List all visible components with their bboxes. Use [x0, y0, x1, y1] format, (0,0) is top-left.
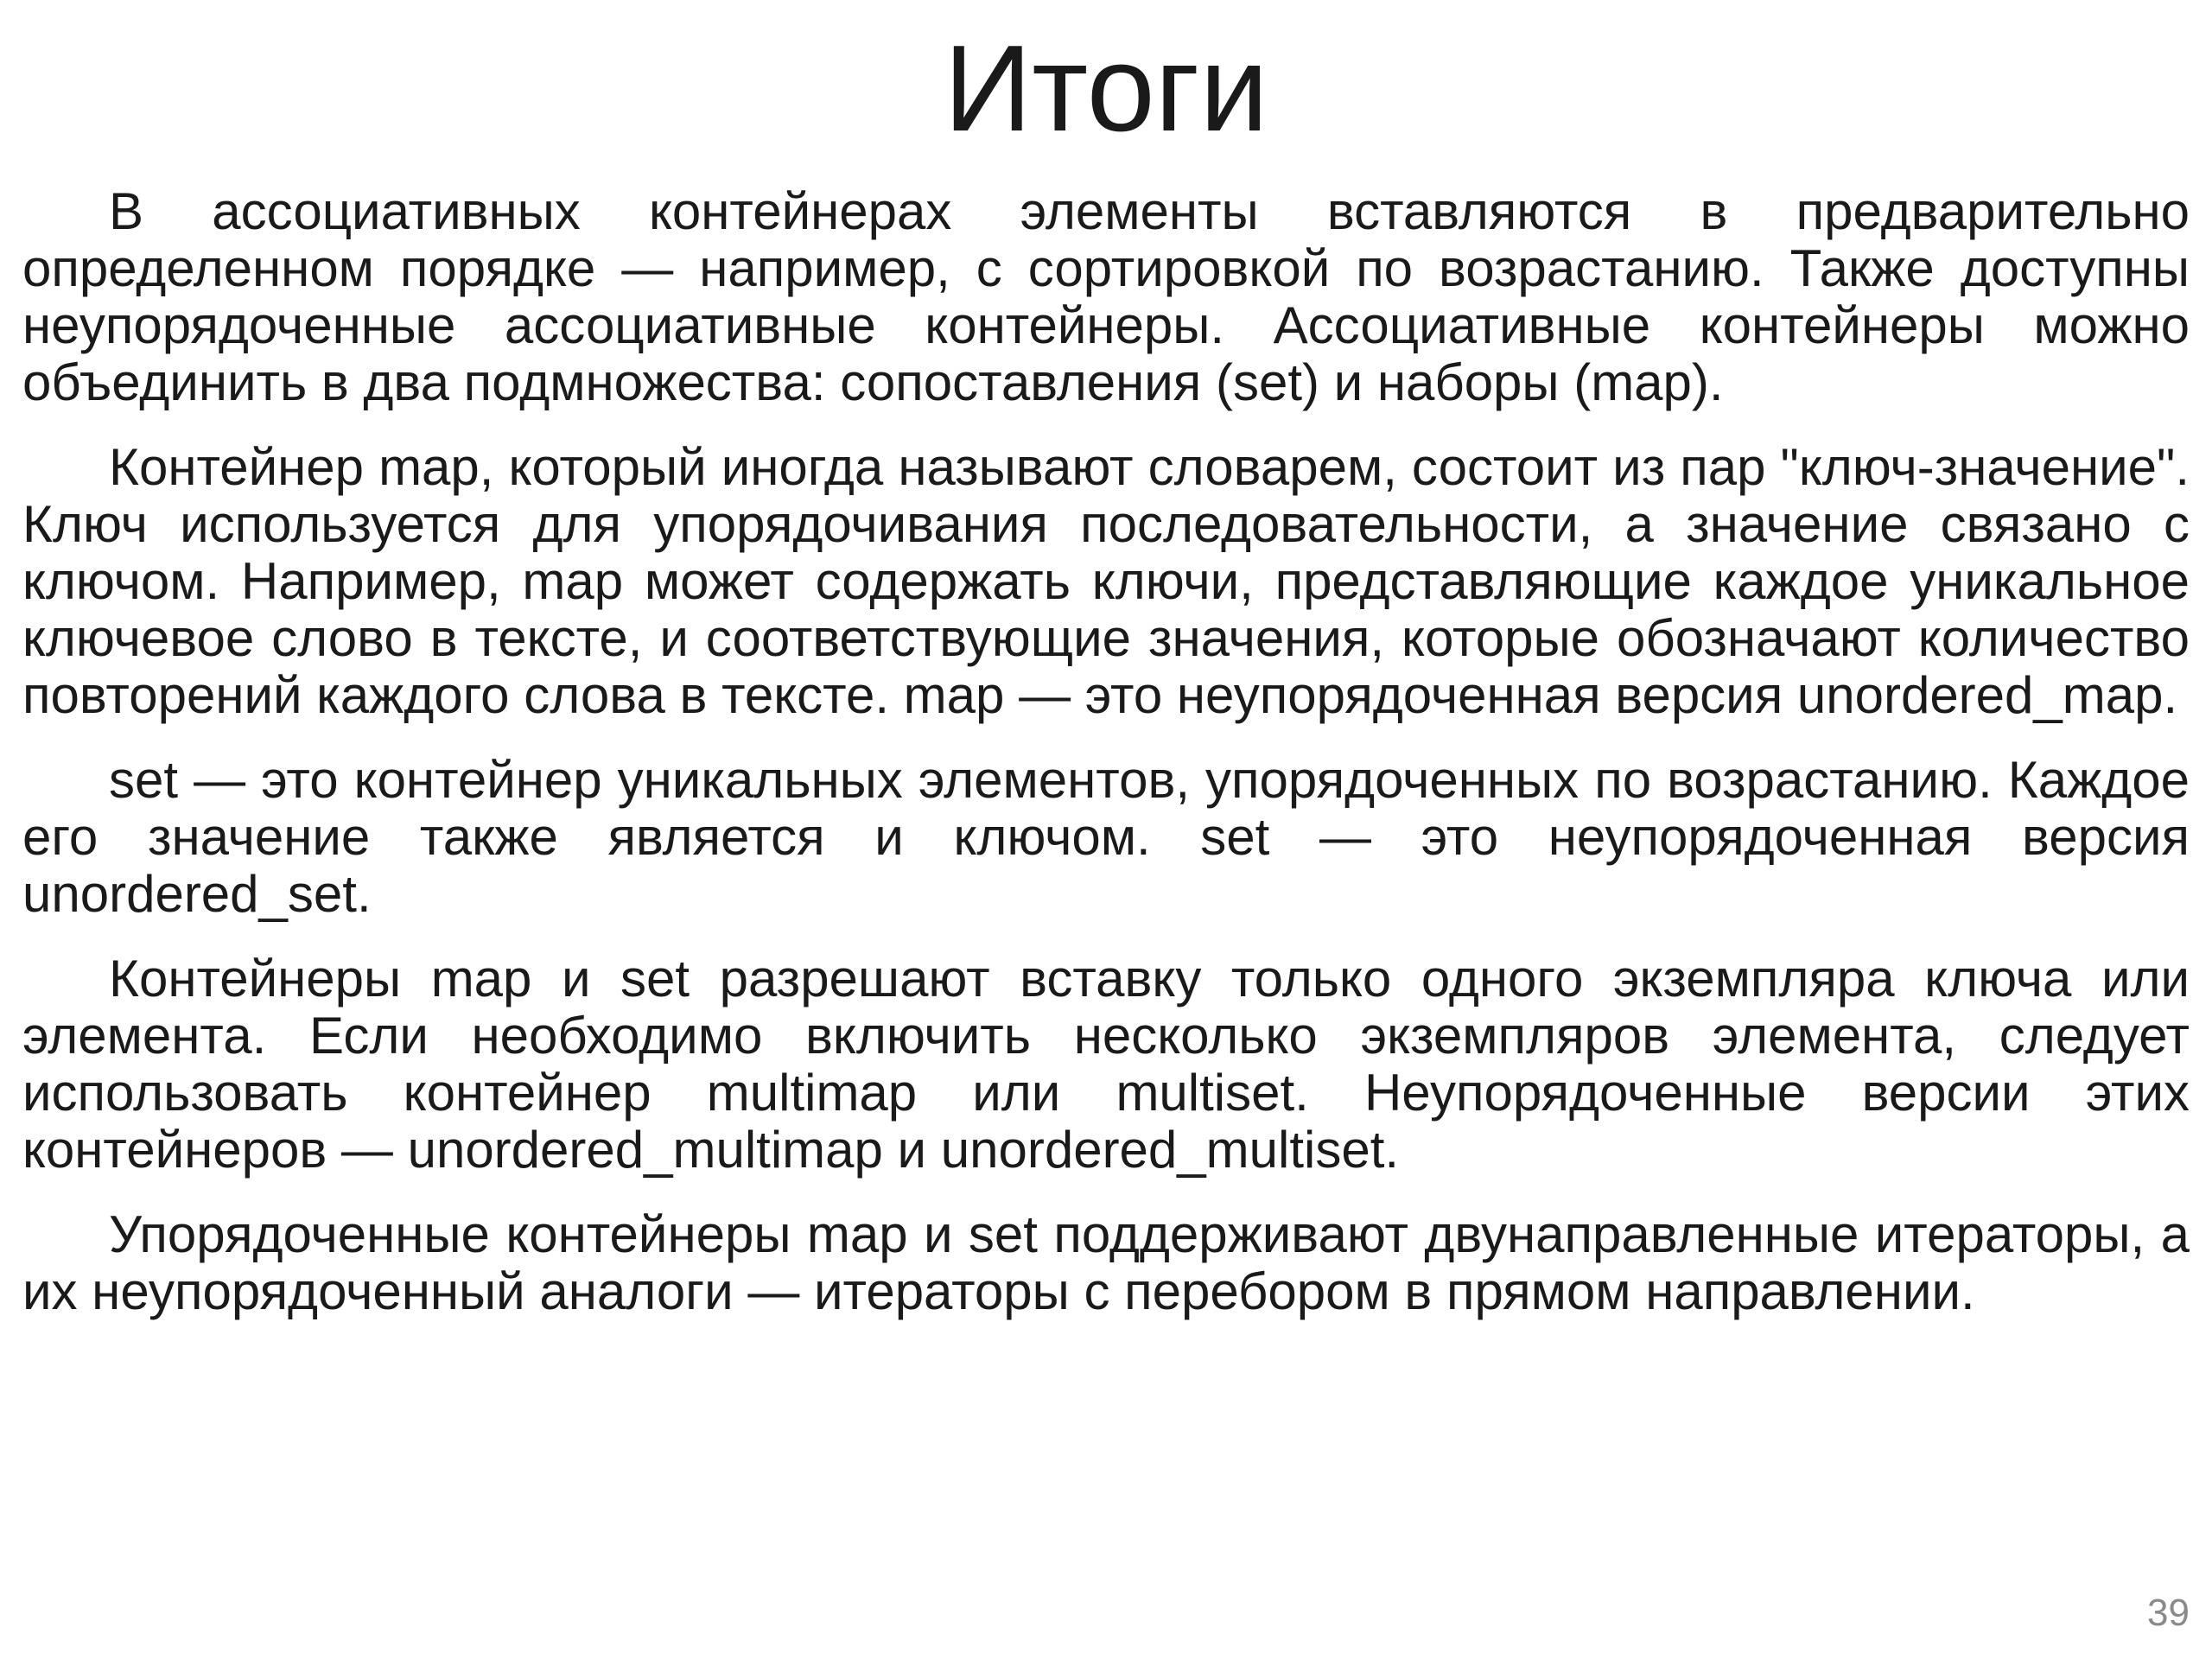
paragraph-associative-containers: В ассоциативных контейнерах элементы вставляются в предварительно определенном порядке — например, с сортировкой по возрастанию. Также доступны неупорядоченные ассоциативные контейнеры. Ассоциативные контейнеры можно объединить в два подмножества: сопоставления (set) и наборы (map). — [22, 182, 2190, 411]
paragraph-iterators: Упорядоченные контейнеры map и set поддерживают двунаправленные итераторы, а их неупорядоченный аналоги — итераторы с перебором в прямом направлении. — [22, 1205, 2190, 1320]
slide-title: Итоги — [944, 20, 1268, 157]
page-number: 39 — [2147, 1592, 2190, 1634]
paragraph-set-container: set — это контейнер уникальных элементов, упорядоченных по возрастанию. Каждое его значение также является и ключом. set — это неупорядоченная версия unordered_set. — [22, 751, 2190, 923]
paragraph-multimap-multiset: Контейнеры map и set разрешают вставку только одного экземпляра ключа или элемента. Если необходимо включить несколько экземпляров элемента, следует использовать контейнер multimap или multiset. Неупорядоченные версии этих контейнеров — unordered_multimap и unordered_multiset. — [22, 950, 2190, 1179]
paragraph-map-container: Контейнер map, который иногда называют словарем, состоит из пар "ключ-значение". Ключ используется для упорядочивания последовательности, а значение связано с ключом. Например, map может содержать ключи, представляющие каждое уникальное ключевое слово в тексте, и соответствующие значения, которые обозначают количество повторений каждого слова в тексте. map — это неупорядоченная версия unordered_map. — [22, 438, 2190, 724]
slide-body — [22, 183, 2190, 1348]
